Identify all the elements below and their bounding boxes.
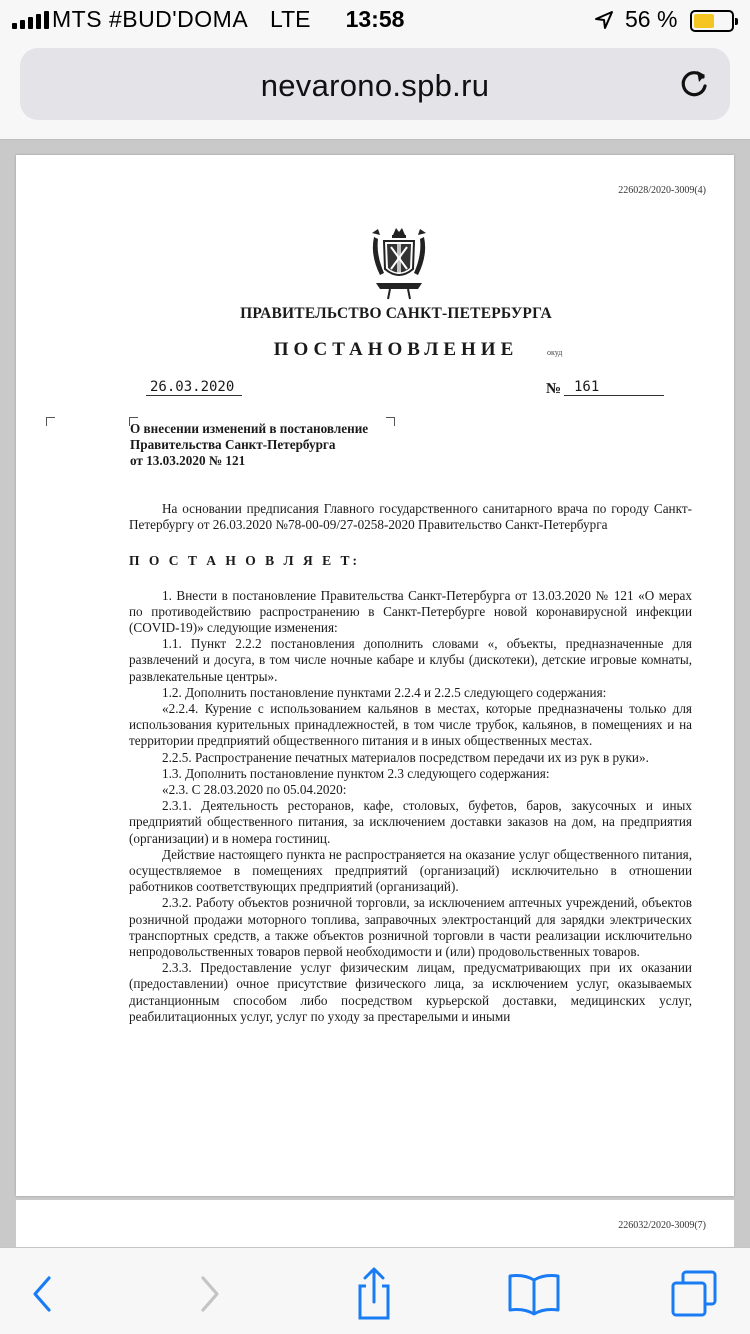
network-type: LTE xyxy=(270,6,311,32)
share-icon xyxy=(352,1266,396,1322)
body-paragraph: 2.3.3. Предоставление услуг физическим лицам, предусматривающих при их оказании (предоставлении) очное присутствие физического лица, за исключением услуг, оказываемых дистанционным способом либо посредством курьерской доставки, медицинских услуг, реабилитационных услуг, услуг по уходу за престарелыми и иными xyxy=(129,960,692,1024)
battery-percent: 56 % xyxy=(625,6,678,32)
browser-address-bar xyxy=(0,40,750,140)
corner-mark xyxy=(46,417,55,426)
body-paragraph: 2.3.1. Деятельность ресторанов, кафе, столовых, буфетов, баров, закусочных и иных предприятий общественного питания, за исключением доставки заказов на дом, на предприятия (организации) и в номера гостиниц. xyxy=(129,798,692,846)
back-icon xyxy=(27,1272,57,1316)
body-paragraph: 2.3.2. Работу объектов розничной торговли, за исключением аптечных учреждений, объектов розничной продажи моторного топлива, заправочных электростанций для зарядки электрических транспортных средств, а также объектов розничной торговли в части реализации исключительно непродовольственных товаров первой необходимости и (или) продовольственных товаров. xyxy=(129,895,692,960)
decree-body xyxy=(129,501,692,1025)
body-paragraph: 1.2. Дополнить постановление пунктами 2.2.4 и 2.2.5 следующего содержания: xyxy=(162,684,607,700)
share-button[interactable] xyxy=(346,1266,402,1322)
decree-subject: О внесении изменений в постановление Правительства Санкт-Петербурга от 13.03.2020 № 121 xyxy=(130,421,369,468)
decree-date: 26.03.2020 xyxy=(146,379,242,396)
tabs-button[interactable] xyxy=(666,1266,722,1322)
decree-number: 161 xyxy=(564,379,664,396)
body-paragraph: 1. Внести в постановление Правительства Санкт-Петербурга от 13.03.2020 № 121 «О мерах по противодействию распространению в Санкт-Петербурге новой коронавирусной инфекции (COVID-19)» следующие изменения: xyxy=(129,587,692,636)
decree-number-label: № xyxy=(546,381,562,397)
okud-label: окуд xyxy=(547,348,563,357)
battery-level xyxy=(694,14,714,28)
preamble-paragraph: На основании предписания Главного государственного санитарного врача по городу Санкт-Петербургу от 26.03.2020 №78-00-09/27-0258-2020 Правительство Санкт-Петербурга xyxy=(129,501,692,533)
coat-of-arms-icon xyxy=(366,225,432,301)
body-paragraph: Действие настоящего пункта не распространяется на оказание услуг общественного питания, осуществляемое в помещениях предприятий (организаций) исключительно в отношении работников соответствующих предприятий (организаций). xyxy=(129,846,692,895)
forward-icon xyxy=(195,1272,225,1316)
url-text[interactable]: nevarono.spb.ru xyxy=(260,68,490,103)
document-registry-number: 226032/2020-3009(7) xyxy=(618,1220,706,1231)
document-page xyxy=(16,1200,734,1247)
back-button[interactable] xyxy=(14,1266,70,1322)
resolves-heading: П О С Т А Н О В Л Я Е Т: xyxy=(129,553,360,569)
document-registry-number: 226028/2020-3009(4) xyxy=(618,185,706,196)
browser-toolbar xyxy=(0,1247,750,1334)
bookmarks-button[interactable] xyxy=(506,1266,562,1322)
status-bar xyxy=(0,0,750,40)
carrier-name: MTS #BUD'DOMA xyxy=(52,6,249,32)
body-paragraph: «2.3. С 28.03.2020 по 05.04.2020: xyxy=(162,782,347,798)
corner-mark xyxy=(386,417,395,426)
tabs-icon xyxy=(669,1269,719,1319)
location-arrow-icon xyxy=(594,10,614,30)
body-paragraph: 1.1. Пункт 2.2.2 постановления дополнить словами «, объекты, предназначенные для развлечений и досуга, в том числе ночные кабаре и клубы (дискотеки), детские игровые комнаты, развлекательные центры». xyxy=(129,636,692,684)
decree-type-heading: ПОСТАНОВЛЕНИЕ xyxy=(273,339,519,360)
reload-icon[interactable] xyxy=(676,66,712,102)
government-name: ПРАВИТЕЛЬСТВО САНКТ-ПЕТЕРБУРГА xyxy=(240,305,552,322)
status-time: 13:58 xyxy=(345,6,405,32)
document-viewer[interactable] xyxy=(0,141,750,1247)
document-page xyxy=(16,155,734,1196)
signal-strength-icon xyxy=(12,11,49,29)
body-paragraph: 1.3. Дополнить постановление пунктом 2.3 следующего содержания: xyxy=(162,765,550,781)
forward-button[interactable] xyxy=(182,1266,238,1322)
bookmarks-icon xyxy=(506,1272,562,1316)
url-field[interactable] xyxy=(20,48,730,120)
body-paragraph: 2.2.5. Распространение печатных материалов посредством передачи их из рук в руки». xyxy=(162,749,649,765)
battery-icon xyxy=(690,10,734,32)
body-paragraph: «2.2.4. Курение с использованием кальянов в местах, которые предназначены только для использования курительных принадлежностей, в том числе трубок, кальянов, в помещениях и на территории предприятий общественного питания и в иных общественных местах. xyxy=(129,701,692,749)
